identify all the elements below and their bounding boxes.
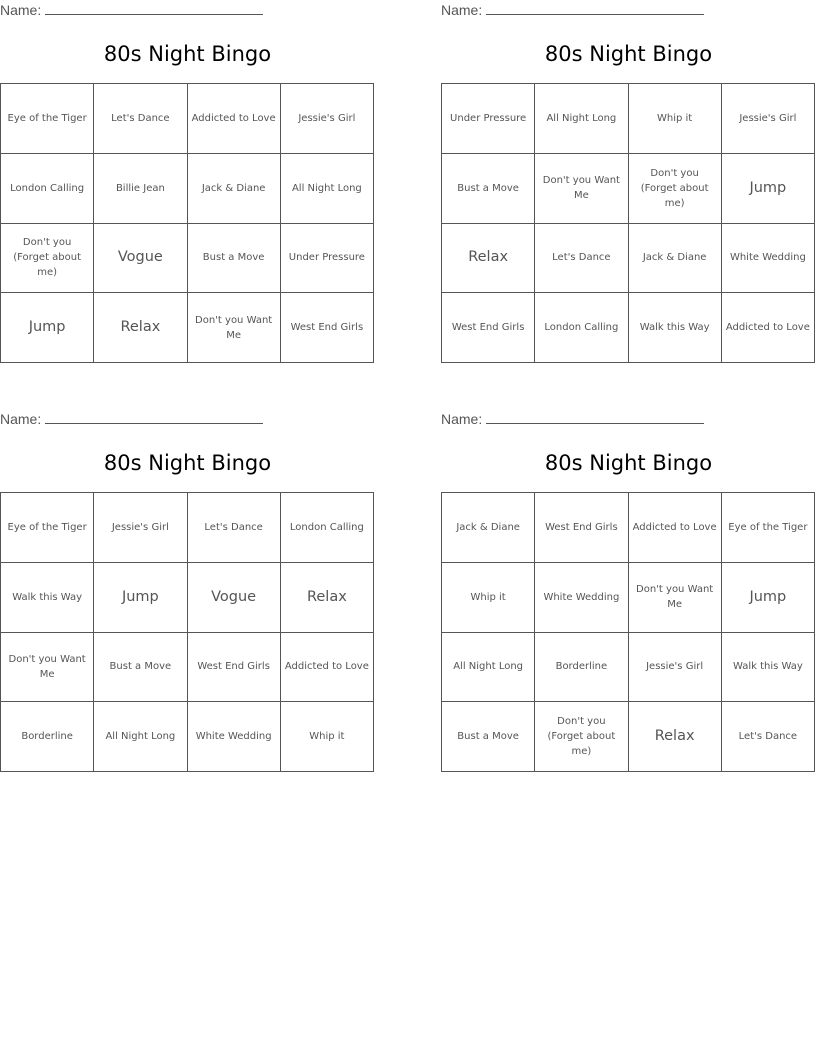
name-label: Name: [441, 411, 483, 427]
bingo-cell: Eye of the Tiger [721, 493, 814, 563]
bingo-cell: Borderline [1, 702, 94, 772]
bingo-cell: Jack & Diane [442, 493, 535, 563]
name-field [441, 2, 704, 18]
bingo-cell: Walk this Way [721, 632, 814, 702]
bingo-cell: London Calling [1, 153, 94, 223]
bingo-cell: Walk this Way [1, 562, 94, 632]
bingo-cell: Walk this Way [628, 293, 721, 363]
bingo-cell: Jessie's Girl [628, 632, 721, 702]
bingo-cell: All Night Long [442, 632, 535, 702]
bingo-cell: Let's Dance [94, 84, 187, 154]
bingo-cell: Let's Dance [187, 493, 280, 563]
name-label: Name: [0, 411, 42, 427]
bingo-cell: Jump [1, 293, 94, 363]
bingo-cell: Jump [721, 562, 814, 632]
bingo-row [442, 223, 815, 293]
bingo-cell: Eye of the Tiger [1, 84, 94, 154]
name-field [0, 2, 263, 18]
bingo-cell: Bust a Move [442, 702, 535, 772]
card-title: 80s Night Bingo [544, 451, 713, 475]
bingo-cell: Whip it [442, 562, 535, 632]
bingo-cell: Addicted to Love [628, 493, 721, 563]
bingo-card [441, 0, 816, 334]
bingo-row [442, 562, 815, 632]
bingo-grid [0, 83, 374, 363]
bingo-cell: Don't you Want Me [187, 293, 280, 363]
bingo-cell: Eye of the Tiger [1, 493, 94, 563]
bingo-cell: Bust a Move [187, 223, 280, 293]
bingo-cell: West End Girls [187, 632, 280, 702]
bingo-row [442, 493, 815, 563]
bingo-cell: Jump [94, 562, 187, 632]
name-blank-line [45, 411, 263, 424]
bingo-cell: Jessie's Girl [280, 84, 373, 154]
bingo-cell: Relax [628, 702, 721, 772]
bingo-cell: Whip it [280, 702, 373, 772]
bingo-cell: Billie Jean [94, 153, 187, 223]
bingo-grid [441, 83, 815, 363]
bingo-row [1, 84, 374, 154]
bingo-cell: Vogue [187, 562, 280, 632]
bingo-grid [441, 492, 815, 772]
bingo-cell: Relax [280, 562, 373, 632]
name-label: Name: [441, 2, 483, 18]
bingo-cell: Let's Dance [535, 223, 628, 293]
bingo-row [442, 153, 815, 223]
name-blank-line [486, 411, 704, 424]
bingo-cell: West End Girls [280, 293, 373, 363]
bingo-cell: All Night Long [535, 84, 628, 154]
card-title: 80s Night Bingo [544, 42, 713, 66]
bingo-row [442, 702, 815, 772]
bingo-cell: Don't you (Forget about me) [1, 223, 94, 293]
bingo-row [1, 223, 374, 293]
bingo-cell: Jump [721, 153, 814, 223]
bingo-cell: West End Girls [442, 293, 535, 363]
bingo-cell: Jessie's Girl [721, 84, 814, 154]
bingo-cell: Addicted to Love [280, 632, 373, 702]
bingo-card [0, 409, 375, 743]
bingo-cell: Let's Dance [721, 702, 814, 772]
name-blank-line [45, 2, 263, 15]
name-field [0, 411, 263, 427]
bingo-cell: West End Girls [535, 493, 628, 563]
bingo-row [1, 562, 374, 632]
bingo-cell: Jack & Diane [187, 153, 280, 223]
bingo-cell: Jessie's Girl [94, 493, 187, 563]
bingo-cell: Addicted to Love [187, 84, 280, 154]
bingo-cell: London Calling [280, 493, 373, 563]
bingo-cell: Under Pressure [280, 223, 373, 293]
bingo-cell: White Wedding [535, 562, 628, 632]
name-blank-line [486, 2, 704, 15]
bingo-cell: Addicted to Love [721, 293, 814, 363]
bingo-row [1, 702, 374, 772]
bingo-cell: White Wedding [721, 223, 814, 293]
bingo-cell: White Wedding [187, 702, 280, 772]
name-field [441, 411, 704, 427]
bingo-cell: Don't you Want Me [535, 153, 628, 223]
bingo-cell: Bust a Move [94, 632, 187, 702]
bingo-cell: Don't you Want Me [628, 562, 721, 632]
bingo-card [0, 0, 375, 341]
bingo-cell: Borderline [535, 632, 628, 702]
bingo-row [442, 84, 815, 154]
card-title: 80s Night Bingo [103, 451, 272, 475]
bingo-cell: Vogue [94, 223, 187, 293]
bingo-cell: London Calling [535, 293, 628, 363]
bingo-row [442, 293, 815, 363]
bingo-cell: Under Pressure [442, 84, 535, 154]
bingo-row [1, 632, 374, 702]
bingo-cell: Relax [94, 293, 187, 363]
bingo-cell: Whip it [628, 84, 721, 154]
bingo-cell: Don't you Want Me [1, 632, 94, 702]
bingo-row [1, 153, 374, 223]
bingo-row [442, 632, 815, 702]
bingo-cell: Relax [442, 223, 535, 293]
bingo-grid [0, 492, 374, 772]
bingo-cell: Don't you (Forget about me) [535, 702, 628, 772]
bingo-cell: Don't you (Forget about me) [628, 153, 721, 223]
name-label: Name: [0, 2, 42, 18]
bingo-cell: All Night Long [94, 702, 187, 772]
bingo-row [1, 493, 374, 563]
bingo-row [1, 293, 374, 363]
bingo-card [441, 409, 816, 758]
bingo-cell: Jack & Diane [628, 223, 721, 293]
bingo-cell: Bust a Move [442, 153, 535, 223]
card-title: 80s Night Bingo [103, 42, 272, 66]
bingo-cell: All Night Long [280, 153, 373, 223]
